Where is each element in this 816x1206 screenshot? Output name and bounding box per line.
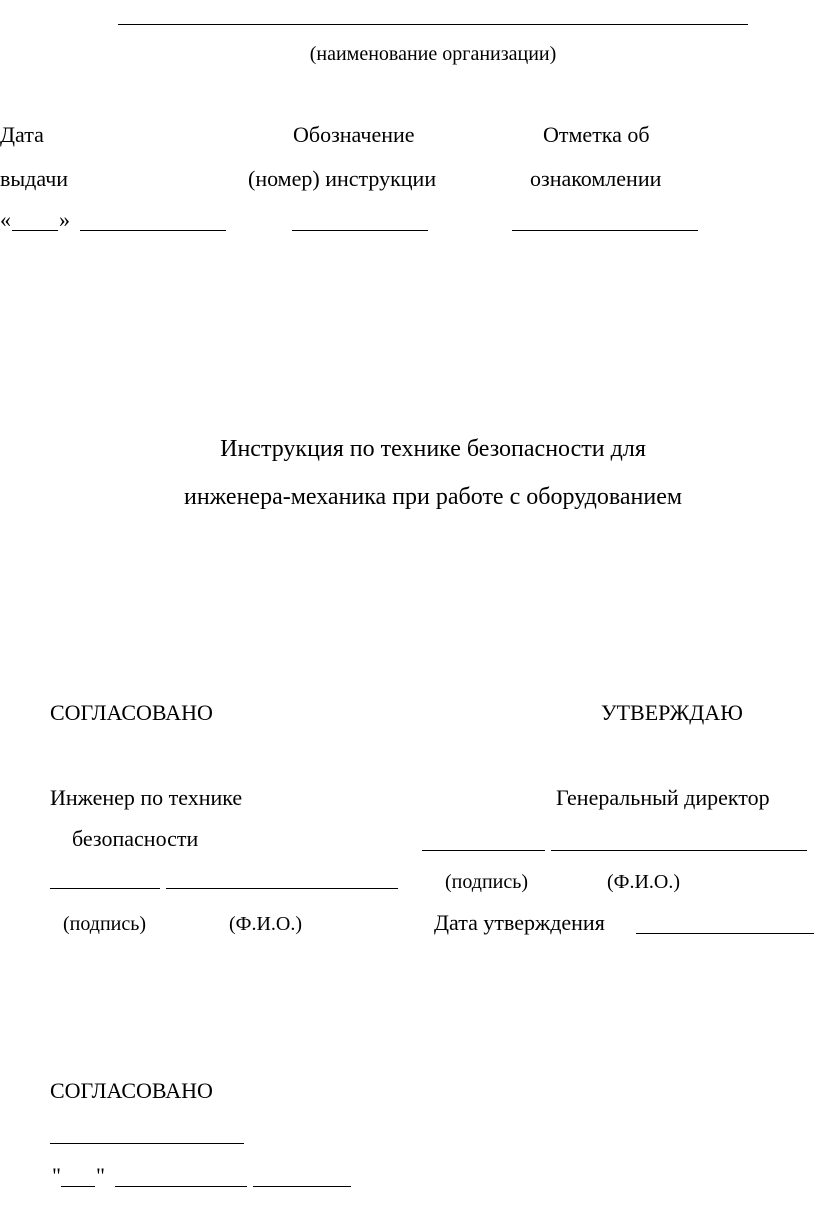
date-label-line2: выдачи	[0, 166, 69, 191]
safety-engineer-name-caption: (Ф.И.О.)	[229, 913, 303, 935]
acknowledgement-blank[interactable]	[512, 230, 698, 231]
date-quote-open: «	[0, 207, 11, 232]
org-name-caption: (наименование организации)	[309, 43, 557, 65]
agreed-heading-bottom: СОГЛАСОВАНО	[50, 1078, 213, 1103]
designation-blank[interactable]	[292, 230, 428, 231]
date-month-year-blank[interactable]	[80, 230, 226, 231]
general-director-signature-blank[interactable]	[422, 850, 545, 851]
general-director-signature-caption: (подпись)	[445, 871, 529, 893]
safety-engineer-signature-blank[interactable]	[50, 888, 160, 889]
bottom-date-month-blank[interactable]	[115, 1186, 247, 1187]
document-title-line2: инженера-механика при работе с оборудованием	[183, 484, 683, 510]
date-label-line1: Дата	[0, 122, 44, 147]
general-director-position: Генеральный директор	[556, 785, 770, 810]
bottom-date-quote-close: "	[96, 1163, 105, 1188]
document-title-line1: Инструкция по технике безопасности для	[220, 436, 646, 462]
safety-engineer-position-line1: Инженер по технике	[50, 785, 243, 810]
date-quote-close: »	[59, 207, 70, 232]
bottom-date-year-blank[interactable]	[253, 1186, 351, 1187]
date-day-blank[interactable]	[12, 230, 58, 231]
designation-label-line1: Обозначение	[293, 122, 415, 147]
general-director-name-caption: (Ф.И.О.)	[607, 871, 681, 893]
safety-engineer-signature-caption: (подпись)	[63, 913, 147, 935]
bottom-date-quote-open: "	[52, 1163, 61, 1188]
approval-date-label: Дата утверждения	[434, 910, 605, 935]
acknowledgement-label-line1: Отметка об	[543, 122, 650, 147]
org-name-line	[118, 24, 748, 25]
safety-engineer-name-blank[interactable]	[166, 888, 398, 889]
bottom-agreed-position-blank[interactable]	[50, 1143, 244, 1144]
designation-label-line2: (номер) инструкции	[248, 166, 437, 191]
agreed-heading-left: СОГЛАСОВАНО	[50, 700, 213, 725]
general-director-name-blank[interactable]	[551, 850, 807, 851]
approval-date-blank[interactable]	[636, 933, 814, 934]
safety-engineer-position-line2: безопасности	[72, 826, 199, 851]
acknowledgement-label-line2: ознакомлении	[530, 166, 662, 191]
approve-heading: УТВЕРЖДАЮ	[601, 700, 743, 725]
bottom-date-day-blank[interactable]	[61, 1186, 95, 1187]
